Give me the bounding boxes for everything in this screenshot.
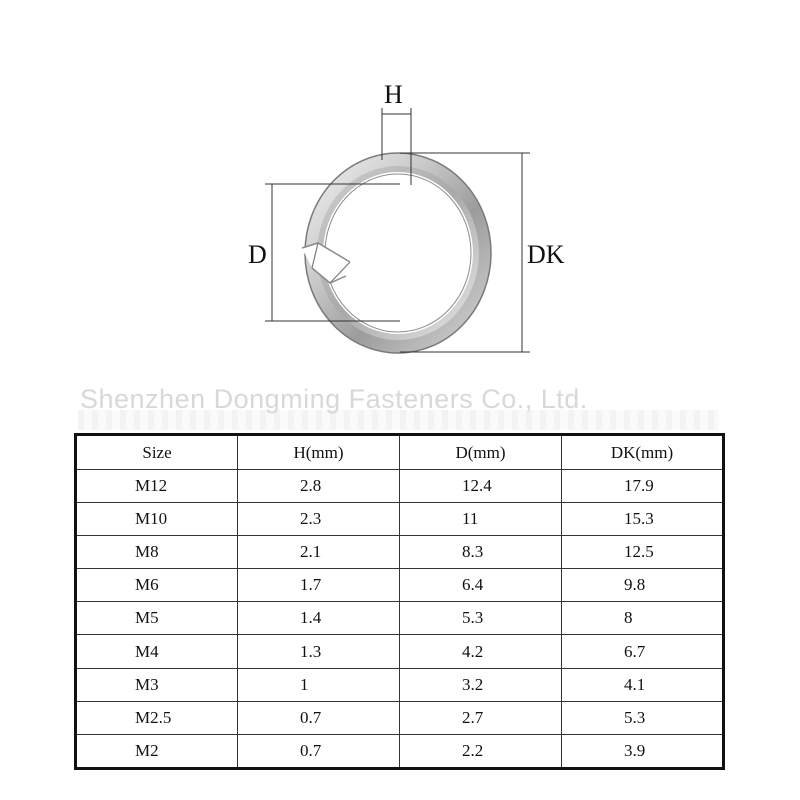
cell-dk: 12.5 (562, 536, 724, 569)
table-row (76, 668, 724, 701)
cell-dk: 17.9 (562, 470, 724, 503)
cell-dk: 15.3 (562, 503, 724, 536)
cell-dk: 4.1 (562, 668, 724, 701)
cell-size: M2 (76, 734, 238, 768)
spring-washer-drawing (0, 0, 800, 370)
cell-size: M5 (76, 602, 238, 635)
cell-d: 6.4 (400, 569, 562, 602)
header-h: H(mm) (238, 435, 400, 470)
cell-h: 2.1 (238, 536, 400, 569)
cell-size: M10 (76, 503, 238, 536)
cell-d: 4.2 (400, 635, 562, 668)
header-dk: DK(mm) (562, 435, 724, 470)
cell-size: M6 (76, 569, 238, 602)
table-row (76, 536, 724, 569)
cell-size: M2.5 (76, 701, 238, 734)
table-row (76, 602, 724, 635)
cell-h: 1.4 (238, 602, 400, 635)
cell-size: M3 (76, 668, 238, 701)
dimension-label-dk: DK (527, 240, 565, 269)
table-row (76, 734, 724, 768)
cell-size: M8 (76, 536, 238, 569)
table-row (76, 569, 724, 602)
cell-dk: 9.8 (562, 569, 724, 602)
cell-dk: 6.7 (562, 635, 724, 668)
table-row (76, 701, 724, 734)
cell-d: 8.3 (400, 536, 562, 569)
cell-d: 12.4 (400, 470, 562, 503)
cell-d: 2.7 (400, 701, 562, 734)
table-row (76, 503, 724, 536)
cell-dk: 8 (562, 602, 724, 635)
cell-d: 2.2 (400, 734, 562, 768)
table-header-row (76, 435, 724, 470)
dimension-label-d: D (248, 240, 267, 269)
cell-h: 1.7 (238, 569, 400, 602)
cell-h: 0.7 (238, 701, 400, 734)
cell-h: 2.8 (238, 470, 400, 503)
dimension-label-h: H (384, 80, 403, 109)
header-size: Size (76, 435, 238, 470)
spec-table (74, 433, 725, 770)
cell-size: M4 (76, 635, 238, 668)
table-row (76, 470, 724, 503)
washer-diagram (0, 0, 800, 370)
cell-d: 3.2 (400, 668, 562, 701)
table-row (76, 635, 724, 668)
cell-h: 1.3 (238, 635, 400, 668)
cell-h: 0.7 (238, 734, 400, 768)
cell-h: 2.3 (238, 503, 400, 536)
cell-h: 1 (238, 668, 400, 701)
cell-size: M12 (76, 470, 238, 503)
cell-d: 11 (400, 503, 562, 536)
watermark-text: Shenzhen Dongming Fasteners Co., Ltd. (80, 384, 588, 414)
cell-d: 5.3 (400, 602, 562, 635)
cell-dk: 3.9 (562, 734, 724, 768)
header-d: D(mm) (400, 435, 562, 470)
cell-dk: 5.3 (562, 701, 724, 734)
washer-ring (302, 153, 491, 353)
